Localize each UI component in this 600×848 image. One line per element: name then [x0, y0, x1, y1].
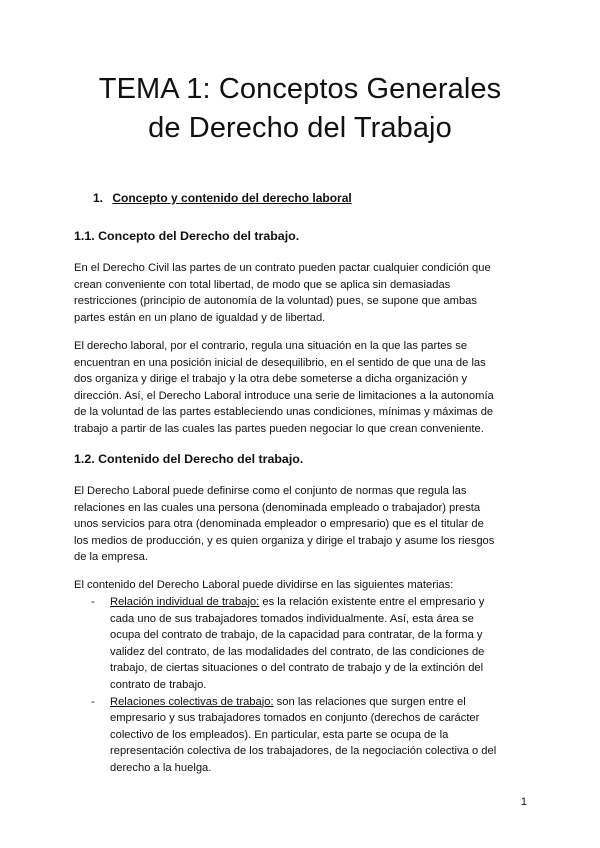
list-line: trabajo, de ciertas situaciones o del contrato de trabajo y de la extinción del: [110, 662, 484, 675]
paragraph-line: trabajo a partir de las cuales las partes pueden negociar lo que crean conveniente.: [74, 422, 484, 435]
subheading-1-2: 1.2. Contenido del Derecho del trabajo.: [74, 452, 304, 466]
paragraph-line: partes están en un plano de igualdad y de libertad.: [74, 311, 326, 324]
list-line: colectivo de los empleados). En particular, esta parte se ocupa de la: [110, 728, 449, 741]
section-number: 1.: [93, 191, 104, 205]
paragraph-1-2-a: [74, 483, 532, 566]
list-line: [110, 594, 544, 611]
paragraph-line: El derecho laboral, por el contrario, regula una situación en la que las partes se: [74, 340, 468, 352]
list-dash: -: [91, 596, 95, 608]
list-text: son las relaciones que surgen entre el: [273, 695, 466, 708]
paragraph-line: crean conveniente con total libertad, de modo que se aplica sin demasiadas: [74, 278, 451, 291]
section-heading: [93, 191, 352, 205]
list-line: cada uno de sus trabajadores tomados individualmente. Así, esta área se: [110, 612, 474, 625]
list-line: ocupa del contrato de trabajo, de la capacidad para contratar, de la forma y: [110, 629, 483, 642]
list-line: derecho a la huelga.: [110, 761, 212, 774]
paragraph-line: de la voluntad de las partes estableciendo unas condiciones, mínimas y máximas de: [74, 406, 494, 419]
section-heading-text: Concepto y contenido del derecho laboral: [112, 191, 352, 205]
paragraph-line: restricciones (principio de autonomía de la voluntad) pues, se supone que ambas: [74, 295, 477, 308]
paragraph-line: dos organiza y dirige el trabajo y la otra debe someterse a dicha organización y: [74, 373, 468, 386]
list-text: es la relación existente entre el empresario y: [259, 596, 485, 608]
list-item: [74, 694, 544, 777]
list-line: validez del contrato, de las modalidades del contrato, de las condiciones de: [110, 645, 485, 658]
title-line-1: TEMA 1: Conceptos Generales: [98, 73, 502, 105]
paragraph-1-1-a: [74, 260, 532, 326]
paragraph-line: los medios de producción, y es quien organiza y dirige el trabajo y asume los riesgos: [74, 534, 495, 547]
paragraph-line: El contenido del Derecho Laboral puede dividirse en las siguientes materias:: [74, 579, 454, 591]
page-title: [40, 70, 560, 148]
paragraph-line: unos servicios para otra (denominada empleador o empresario) que es el titular de: [74, 518, 484, 531]
paragraph-1-2-intro: [74, 577, 532, 594]
page-number: 1: [520, 796, 527, 808]
list-line: representación colectiva de los trabajadores, de la negociación colectiva o del: [110, 745, 497, 758]
paragraph-line: encuentran en una posición inicial de desequilibrio, en el sentido de que una de las: [74, 356, 486, 369]
content-list: [74, 594, 544, 777]
list-dash: -: [91, 695, 95, 708]
paragraph-line: de la empresa.: [74, 551, 149, 564]
paragraph-line: relaciones en las cuales una persona (denominada empleado o trabajador) presta: [74, 501, 481, 514]
list-term: Relaciones colectivas de trabajo:: [110, 695, 274, 708]
paragraph-line: dirección. Así, el Derecho Laboral introduce una serie de limitaciones a la autonomía: [74, 389, 494, 402]
paragraph-line: En el Derecho Civil las partes de un contrato pueden pactar cualquier condición que: [74, 262, 491, 274]
list-item: [74, 594, 544, 694]
title-line-2: de Derecho del Trabajo: [148, 112, 452, 144]
list-line: empresario y sus trabajadores tomados en conjunto (derechos de carácter: [110, 712, 480, 725]
subheading-1-1: 1.1. Concepto del Derecho del trabajo.: [74, 229, 300, 243]
paragraph-1-1-b: [74, 338, 532, 438]
list-term: Relación individual de trabajo:: [110, 596, 260, 608]
list-line: [110, 694, 544, 711]
paragraph-line: El Derecho Laboral puede definirse como el conjunto de normas que regula las: [74, 485, 467, 497]
list-line: contrato de trabajo.: [110, 678, 207, 691]
